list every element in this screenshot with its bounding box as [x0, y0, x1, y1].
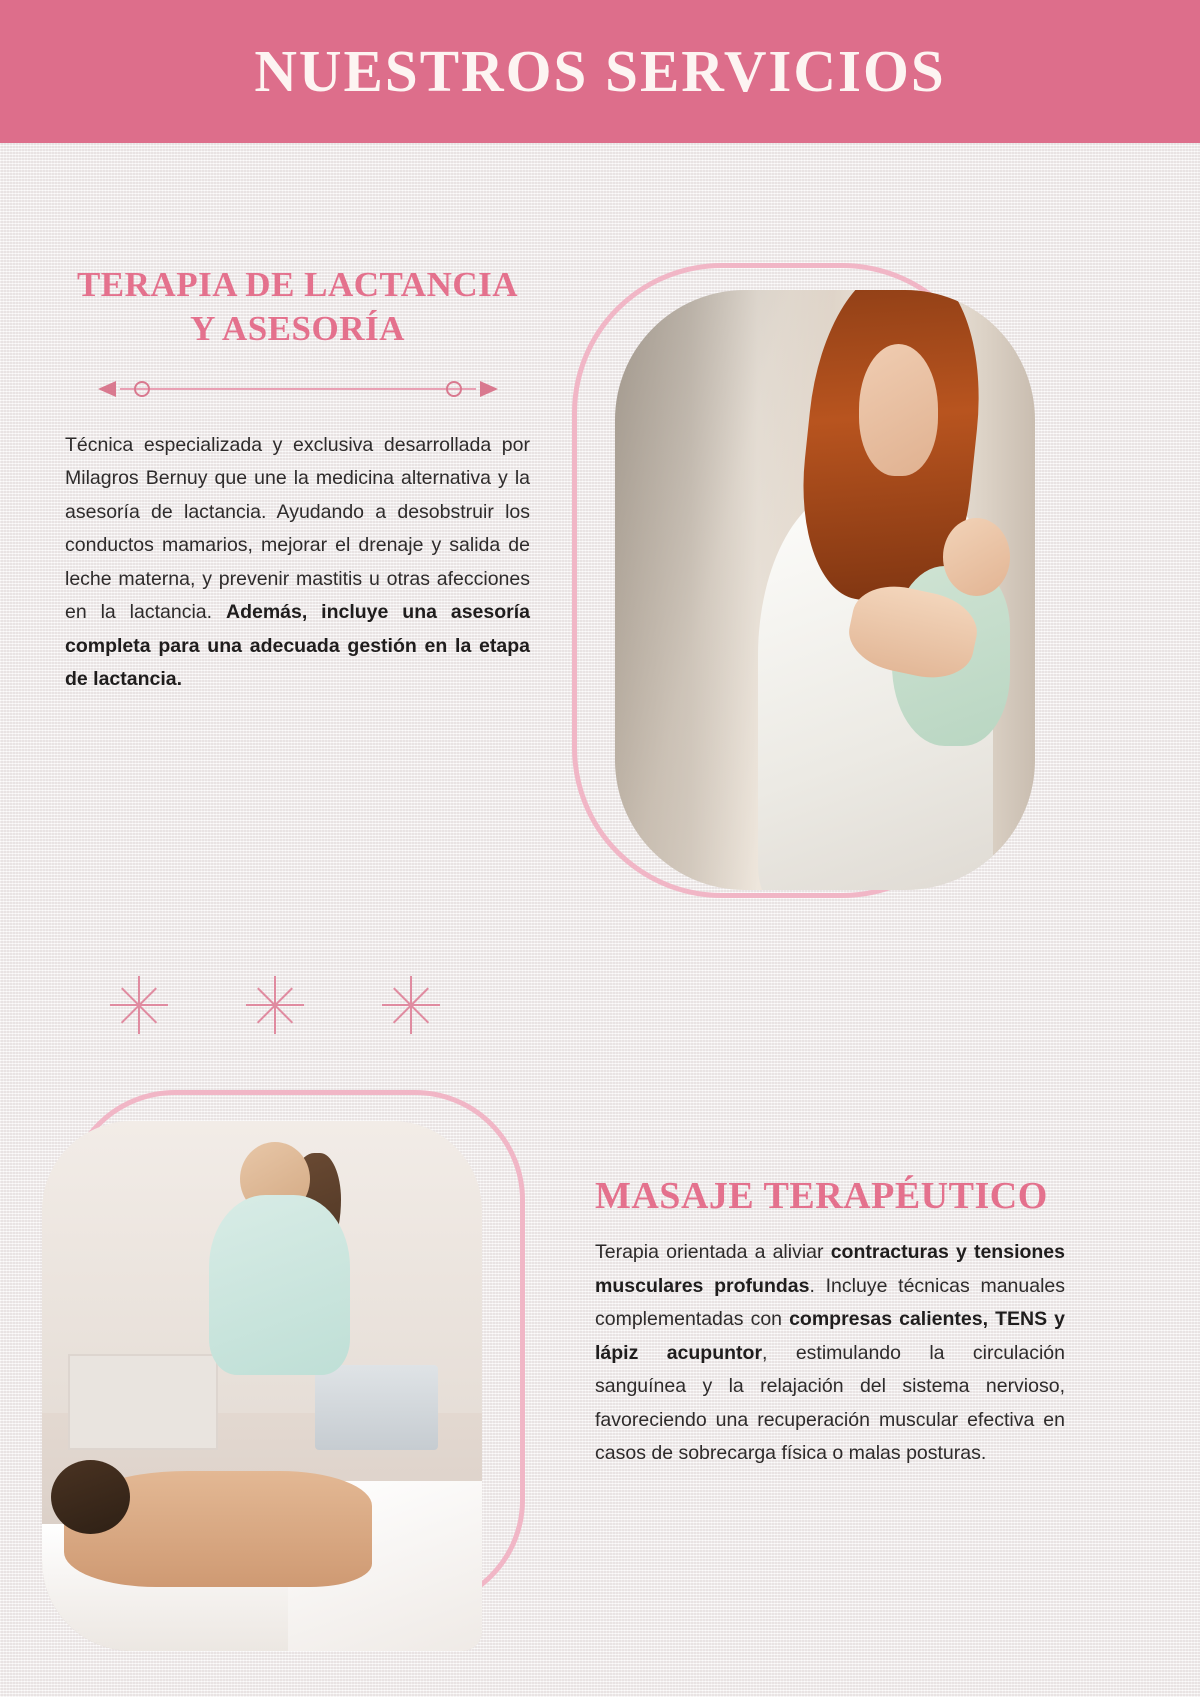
four-point-star-icon: [382, 976, 440, 1034]
service-2-image-column: [55, 1090, 555, 1610]
service-2-body-regular-3: , estimulando la circulación sanguínea y la relajación del sistema nervioso, favoreciendo una recuperación muscular efectiva en casos de sobrecarga física o malas posturas.: [595, 1341, 1065, 1465]
service-1-image-column: [572, 263, 1002, 898]
service-section-lactancia: [0, 143, 1200, 898]
service-1-photo: [615, 290, 1035, 890]
header-band: [0, 0, 1200, 143]
service-2-text-column: [595, 1090, 1065, 1471]
service-2-title: MASAJE TERAPÉUTICO: [595, 1175, 1048, 1217]
ornamental-divider-icon: [98, 375, 498, 403]
service-1-body: [65, 429, 530, 697]
service-2-body-regular-2: . Incluye técnicas manuales complementadas con: [595, 1274, 1065, 1331]
service-1-body-regular: Técnica especializada y exclusiva desarrollada por Milagros Bernuy que une la medicina alternativa y la asesoría de lactancia. Ayudando a desobstruir los conductos mamarios, mejorar el drenaje y salida de leche materna, y prevenir mastitis u otras afecciones en la lactancia.: [65, 433, 530, 624]
four-point-star-icon: [110, 976, 168, 1034]
service-2-photo: [42, 1121, 482, 1651]
service-2-body-regular-1: Terapia orientada a aliviar: [595, 1241, 831, 1263]
service-2-photo-frame: [65, 1090, 525, 1610]
page-title: NUESTROS SERVICIOS: [254, 38, 946, 104]
four-point-star-icon: [246, 976, 304, 1034]
service-1-photo-frame: [572, 263, 992, 898]
service-section-masaje: [0, 1034, 1200, 1610]
service-2-body-bold-2: compresas calientes, TENS y lápiz acupuntor: [595, 1308, 1065, 1364]
decorative-stars: [0, 898, 1200, 1034]
service-2-body-bold-1: contracturas y tensiones musculares profundas: [595, 1241, 1065, 1297]
service-1-title: TERAPIA DE LACTANCIA Y ASESORÍA: [76, 265, 519, 348]
service-2-body: [595, 1236, 1065, 1471]
service-1-text-column: [60, 263, 530, 697]
service-1-body-bold: Además, incluye una asesoría completa para una adecuada gestión en la etapa de lactancia.: [65, 601, 530, 691]
